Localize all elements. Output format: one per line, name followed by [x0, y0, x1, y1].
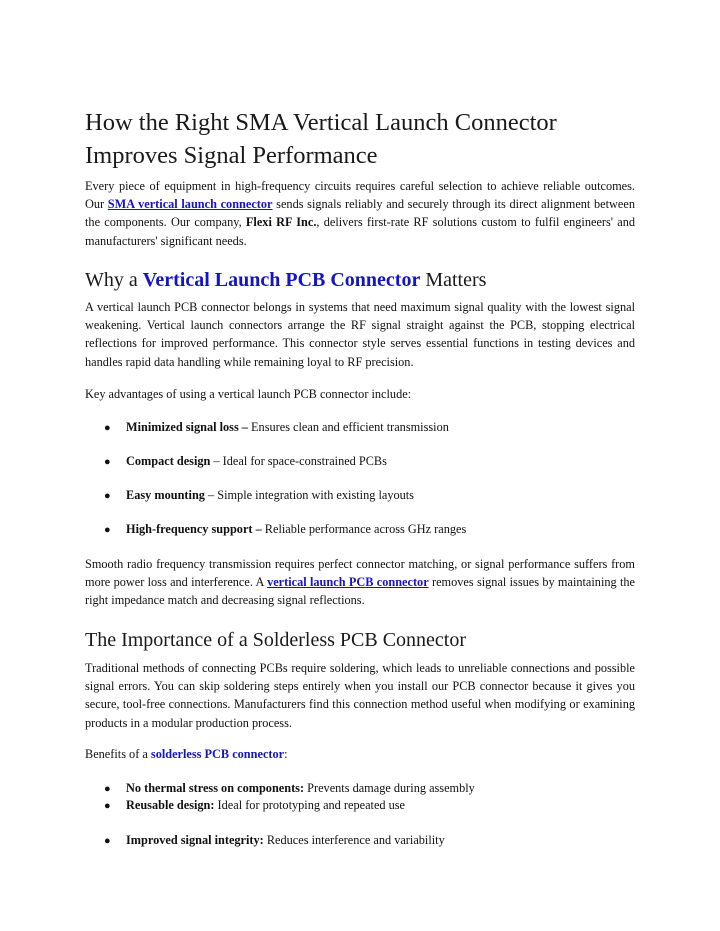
list-item: [104, 418, 644, 437]
advantages-intro: Key advantages of using a vertical launch PCB connector include:: [85, 387, 412, 401]
bullet-text: – Ideal for space-constrained PCBs: [210, 454, 387, 468]
bullet-icon: ●: [104, 524, 111, 536]
intro-paragraph: [85, 177, 635, 250]
section2-heading: The Importance of a Solderless PCB Connector: [85, 629, 467, 651]
bullet-text: Ensures clean and efficient transmission: [247, 420, 449, 434]
bullet-icon: ●: [104, 422, 111, 434]
intro-text: Every piece of equipment in high-frequency circuits requires careful selection to achieve reliable outcomes. Our: [85, 179, 635, 212]
bullet-icon: ●: [104, 783, 111, 795]
benefits-intro: [85, 745, 635, 763]
section1-paragraph: A vertical launch PCB connector belongs in systems that need maximum signal quality with the lowest signal weakening. Vertical launch connectors arrange the RF signal straight against the PCB, stopping electrical reflections for improved performance. This connector style serves essential functions in testing devices and handles rapid data handling while remaining loyal to RF precision.: [85, 300, 635, 369]
list-item: [104, 831, 644, 850]
bullet-icon: ●: [104, 800, 111, 812]
bullet-icon: ●: [104, 456, 111, 468]
bullet-bold: Reusable design:: [126, 798, 215, 812]
bullet-text: Ideal for prototyping and repeated use: [214, 798, 406, 812]
benefits-text: Benefits of a: [85, 747, 151, 761]
company-name: Flexi RF Inc.: [245, 215, 317, 230]
bullet-bold: High-frequency support –: [126, 522, 262, 536]
bullet-bold: Improved signal integrity:: [126, 833, 264, 847]
solderless-connector-highlight: solderless PCB connector: [150, 747, 285, 761]
section1-closing-paragraph: [85, 555, 635, 610]
paragraph-text: removes signal issues by maintaining the right impedance match and decreasing signal reflections.: [85, 575, 636, 608]
list-item: [104, 486, 644, 505]
heading-text: Matters: [420, 269, 487, 291]
section1-heading: [85, 267, 486, 293]
intro-text: sends signals reliably and securely through its direct alignment between the components. Our company,: [85, 197, 635, 230]
page-title: How the Right SMA Vertical Launch Connector Improves Signal Performance: [85, 109, 557, 169]
bullet-bold: Minimized signal loss –: [126, 420, 248, 434]
section2-paragraph: Traditional methods of connecting PCBs require soldering, which leads to unreliable connections and possible signal errors. You can skip soldering steps entirely when you install our PCB connector because it gives you secure, tool-free connections. Manufacturers find this connection method useful when modifying or examining products in a modular production process.: [85, 661, 635, 730]
bullet-bold: Easy mounting: [126, 488, 205, 502]
bullet-text: – Simple integration with existing layouts: [204, 488, 414, 502]
heading-highlight: Vertical Launch PCB Connector: [142, 269, 421, 291]
list-item: [104, 520, 644, 539]
bullet-bold: Compact design: [126, 454, 211, 468]
benefits-text: :: [284, 747, 288, 761]
intro-text: , delivers first-rate RF solutions custom to fulfil engineers' and manufacturers' significant needs.: [85, 215, 635, 248]
heading-text: Why a: [85, 269, 143, 291]
list-item: [104, 452, 644, 471]
bullet-bold: No thermal stress on components:: [126, 781, 305, 795]
bullet-text: Prevents damage during assembly: [304, 781, 475, 795]
bullet-text: Reduces interference and variability: [263, 833, 445, 847]
bullet-icon: ●: [104, 835, 111, 847]
sma-connector-link[interactable]: SMA vertical launch connector: [107, 197, 273, 212]
vertical-launch-connector-link[interactable]: vertical launch PCB connector: [267, 575, 429, 590]
list-item: [104, 796, 644, 815]
bullet-icon: ●: [104, 490, 111, 502]
bullet-text: Reliable performance across GHz ranges: [261, 522, 467, 536]
paragraph-text: Smooth radio frequency transmission requires perfect connector matching, or signal performance suffers from more power loss and interference. A: [85, 557, 635, 590]
